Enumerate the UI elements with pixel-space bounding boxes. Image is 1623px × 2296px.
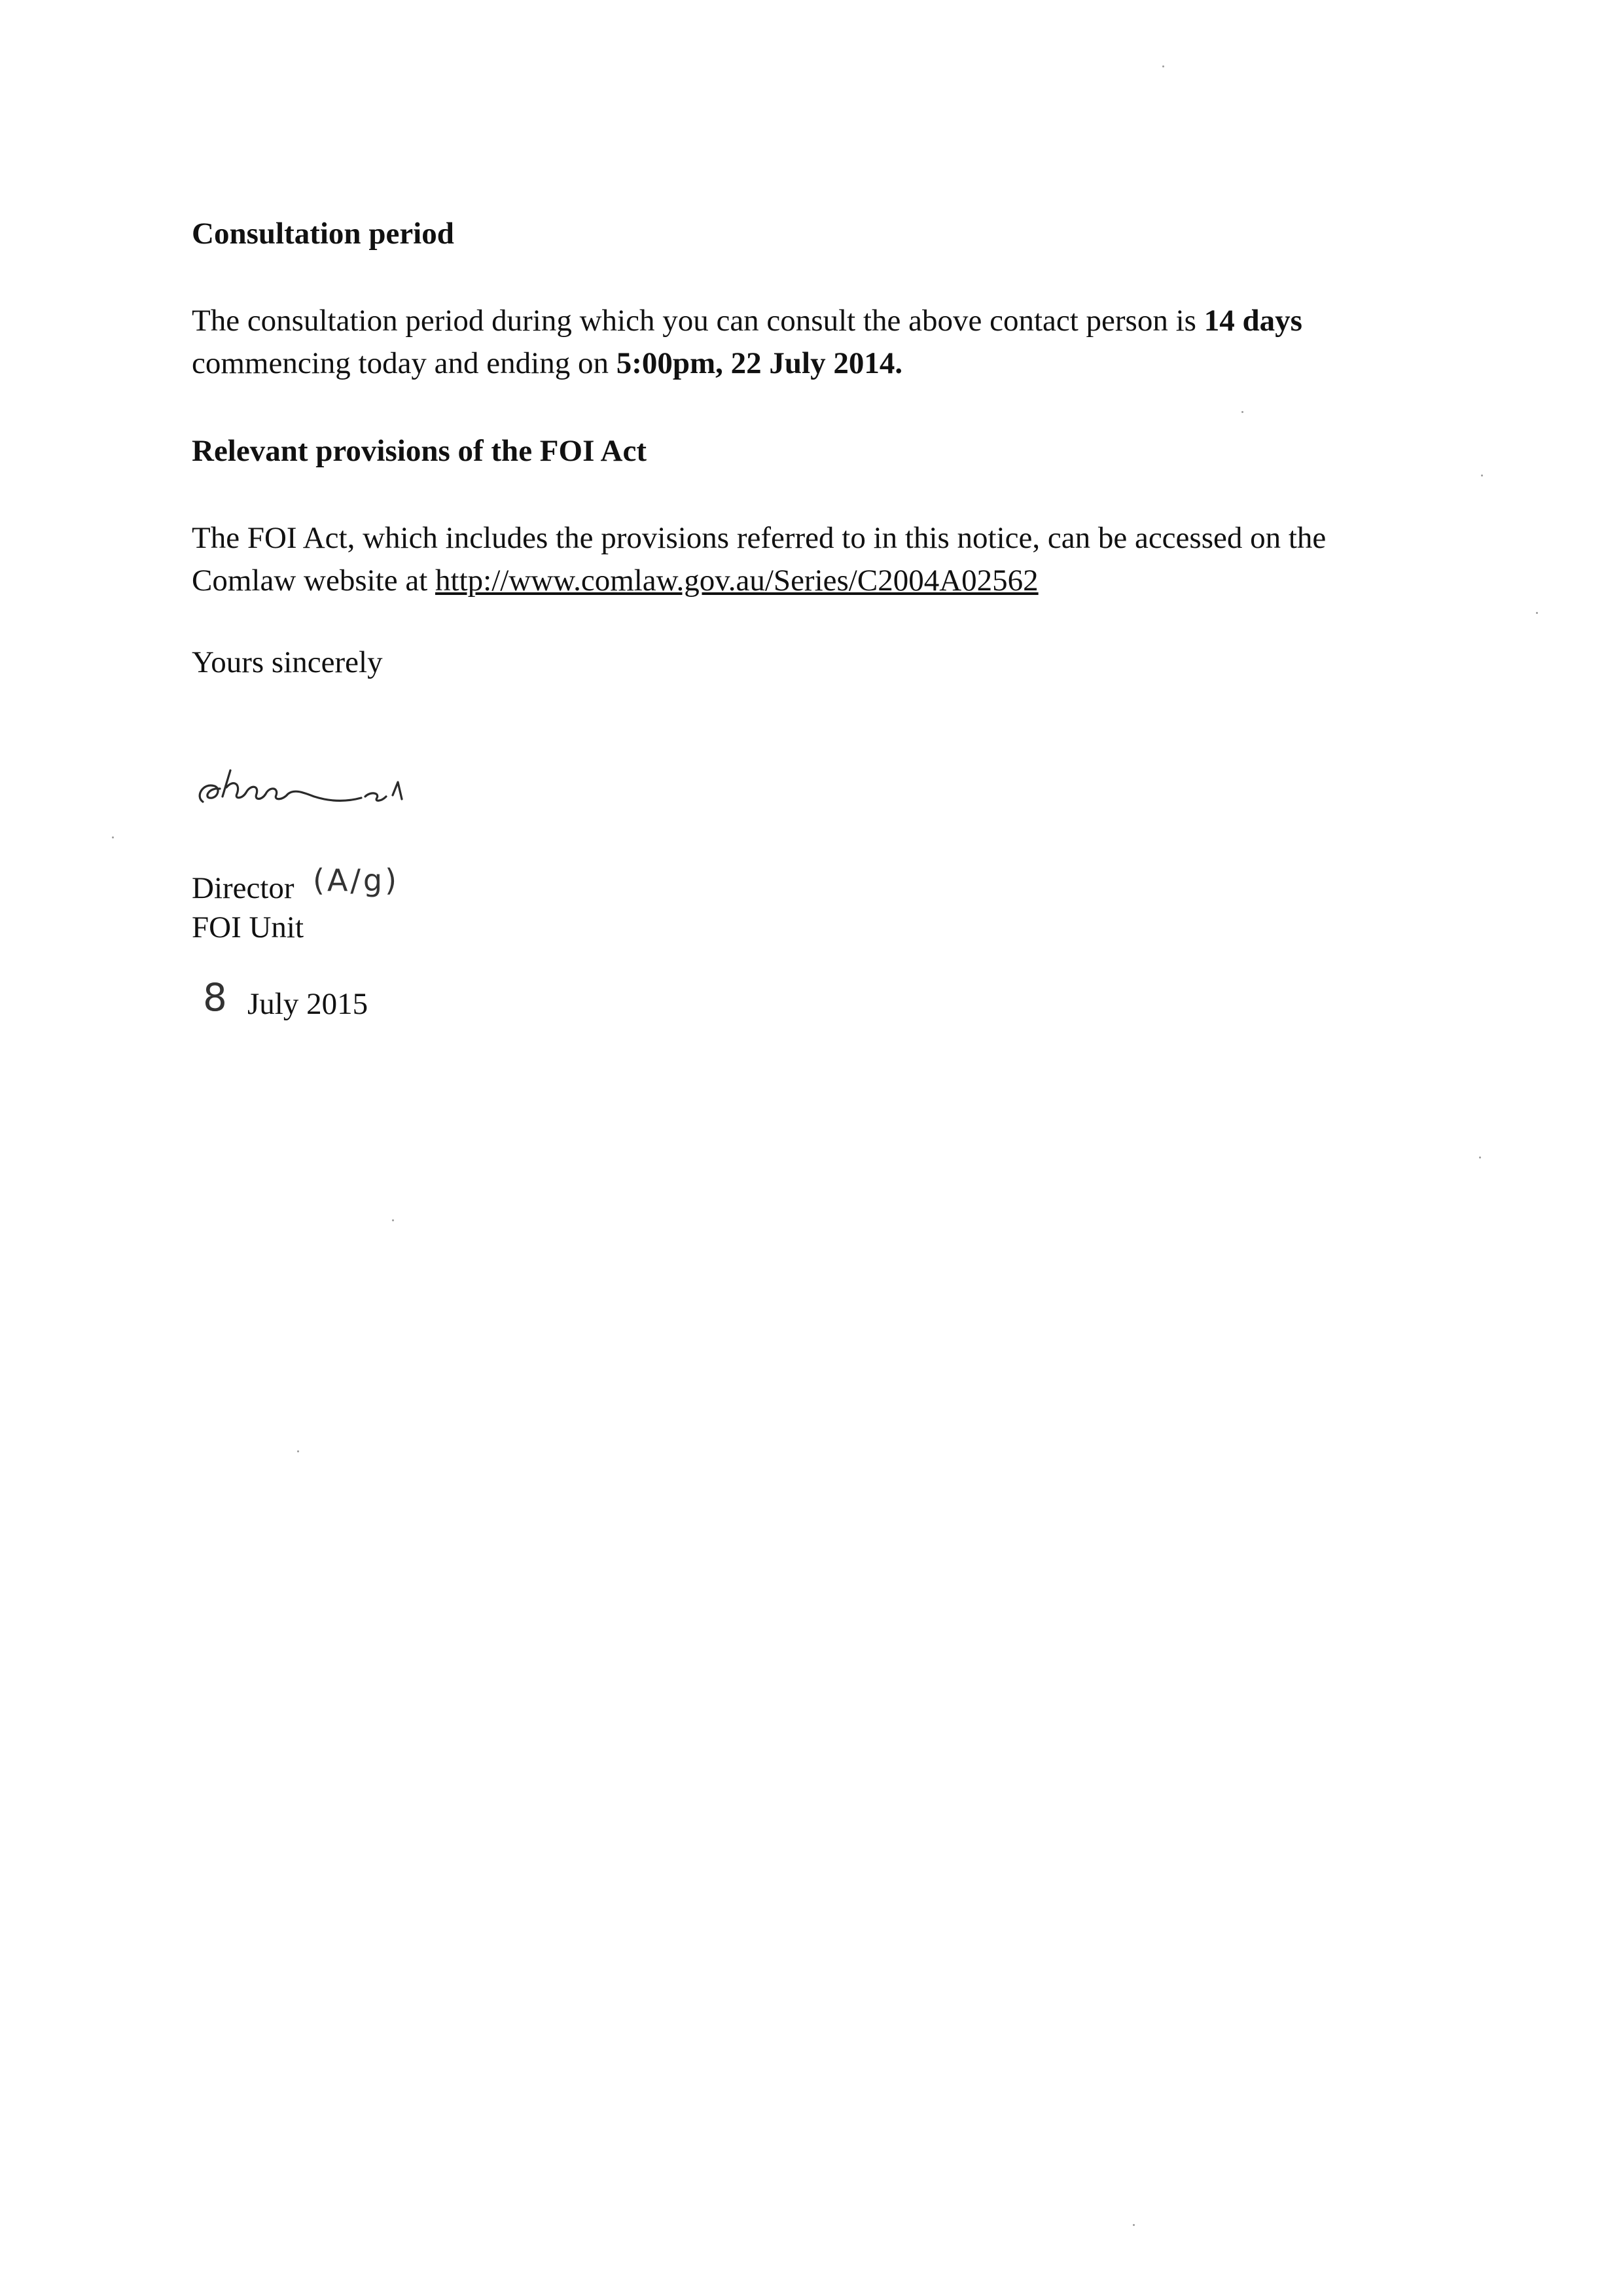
- scan-speck: [1536, 612, 1538, 614]
- scan-speck: [1479, 1157, 1481, 1158]
- scan-speck: [297, 1450, 299, 1452]
- signatory-unit: FOI Unit: [192, 910, 304, 944]
- consultation-deadline: 5:00pm, 22 July 2014.: [616, 346, 903, 380]
- scan-speck: [112, 836, 114, 838]
- scan-speck: [1481, 475, 1483, 476]
- consultation-period-heading: Consultation period: [192, 217, 454, 251]
- provisions-paragraph-line-2: [192, 560, 1039, 601]
- scan-speck: [392, 1219, 394, 1221]
- consultation-text-continued: commencing today and ending on: [192, 346, 616, 380]
- provisions-paragraph-line-1: The FOI Act, which includes the provisions referred to in this notice, can be accessed on the: [192, 521, 1327, 555]
- scan-speck: [1133, 2224, 1135, 2226]
- closing-salutation: Yours sincerely: [192, 645, 383, 679]
- handwritten-signature: [190, 756, 504, 815]
- role-annotation-handwritten: (A/g): [313, 863, 400, 898]
- date-month-year: July 2015: [247, 987, 368, 1021]
- scan-speck: [1241, 411, 1243, 413]
- signatory-role: Director: [192, 871, 294, 905]
- consultation-paragraph-line-2: [192, 342, 902, 384]
- consultation-text: The consultation period during which you can consult the above contact person is: [192, 304, 1204, 338]
- date-day-handwritten: 8: [203, 975, 227, 1020]
- provisions-text-continued: Comlaw website at: [192, 564, 436, 598]
- consultation-duration: 14 days: [1204, 304, 1302, 338]
- consultation-paragraph-line-1: [192, 300, 1302, 342]
- relevant-provisions-heading: Relevant provisions of the FOI Act: [192, 434, 647, 468]
- comlaw-link[interactable]: http://www.comlaw.gov.au/Series/C2004A02562: [435, 564, 1039, 598]
- scan-speck: [1162, 65, 1164, 67]
